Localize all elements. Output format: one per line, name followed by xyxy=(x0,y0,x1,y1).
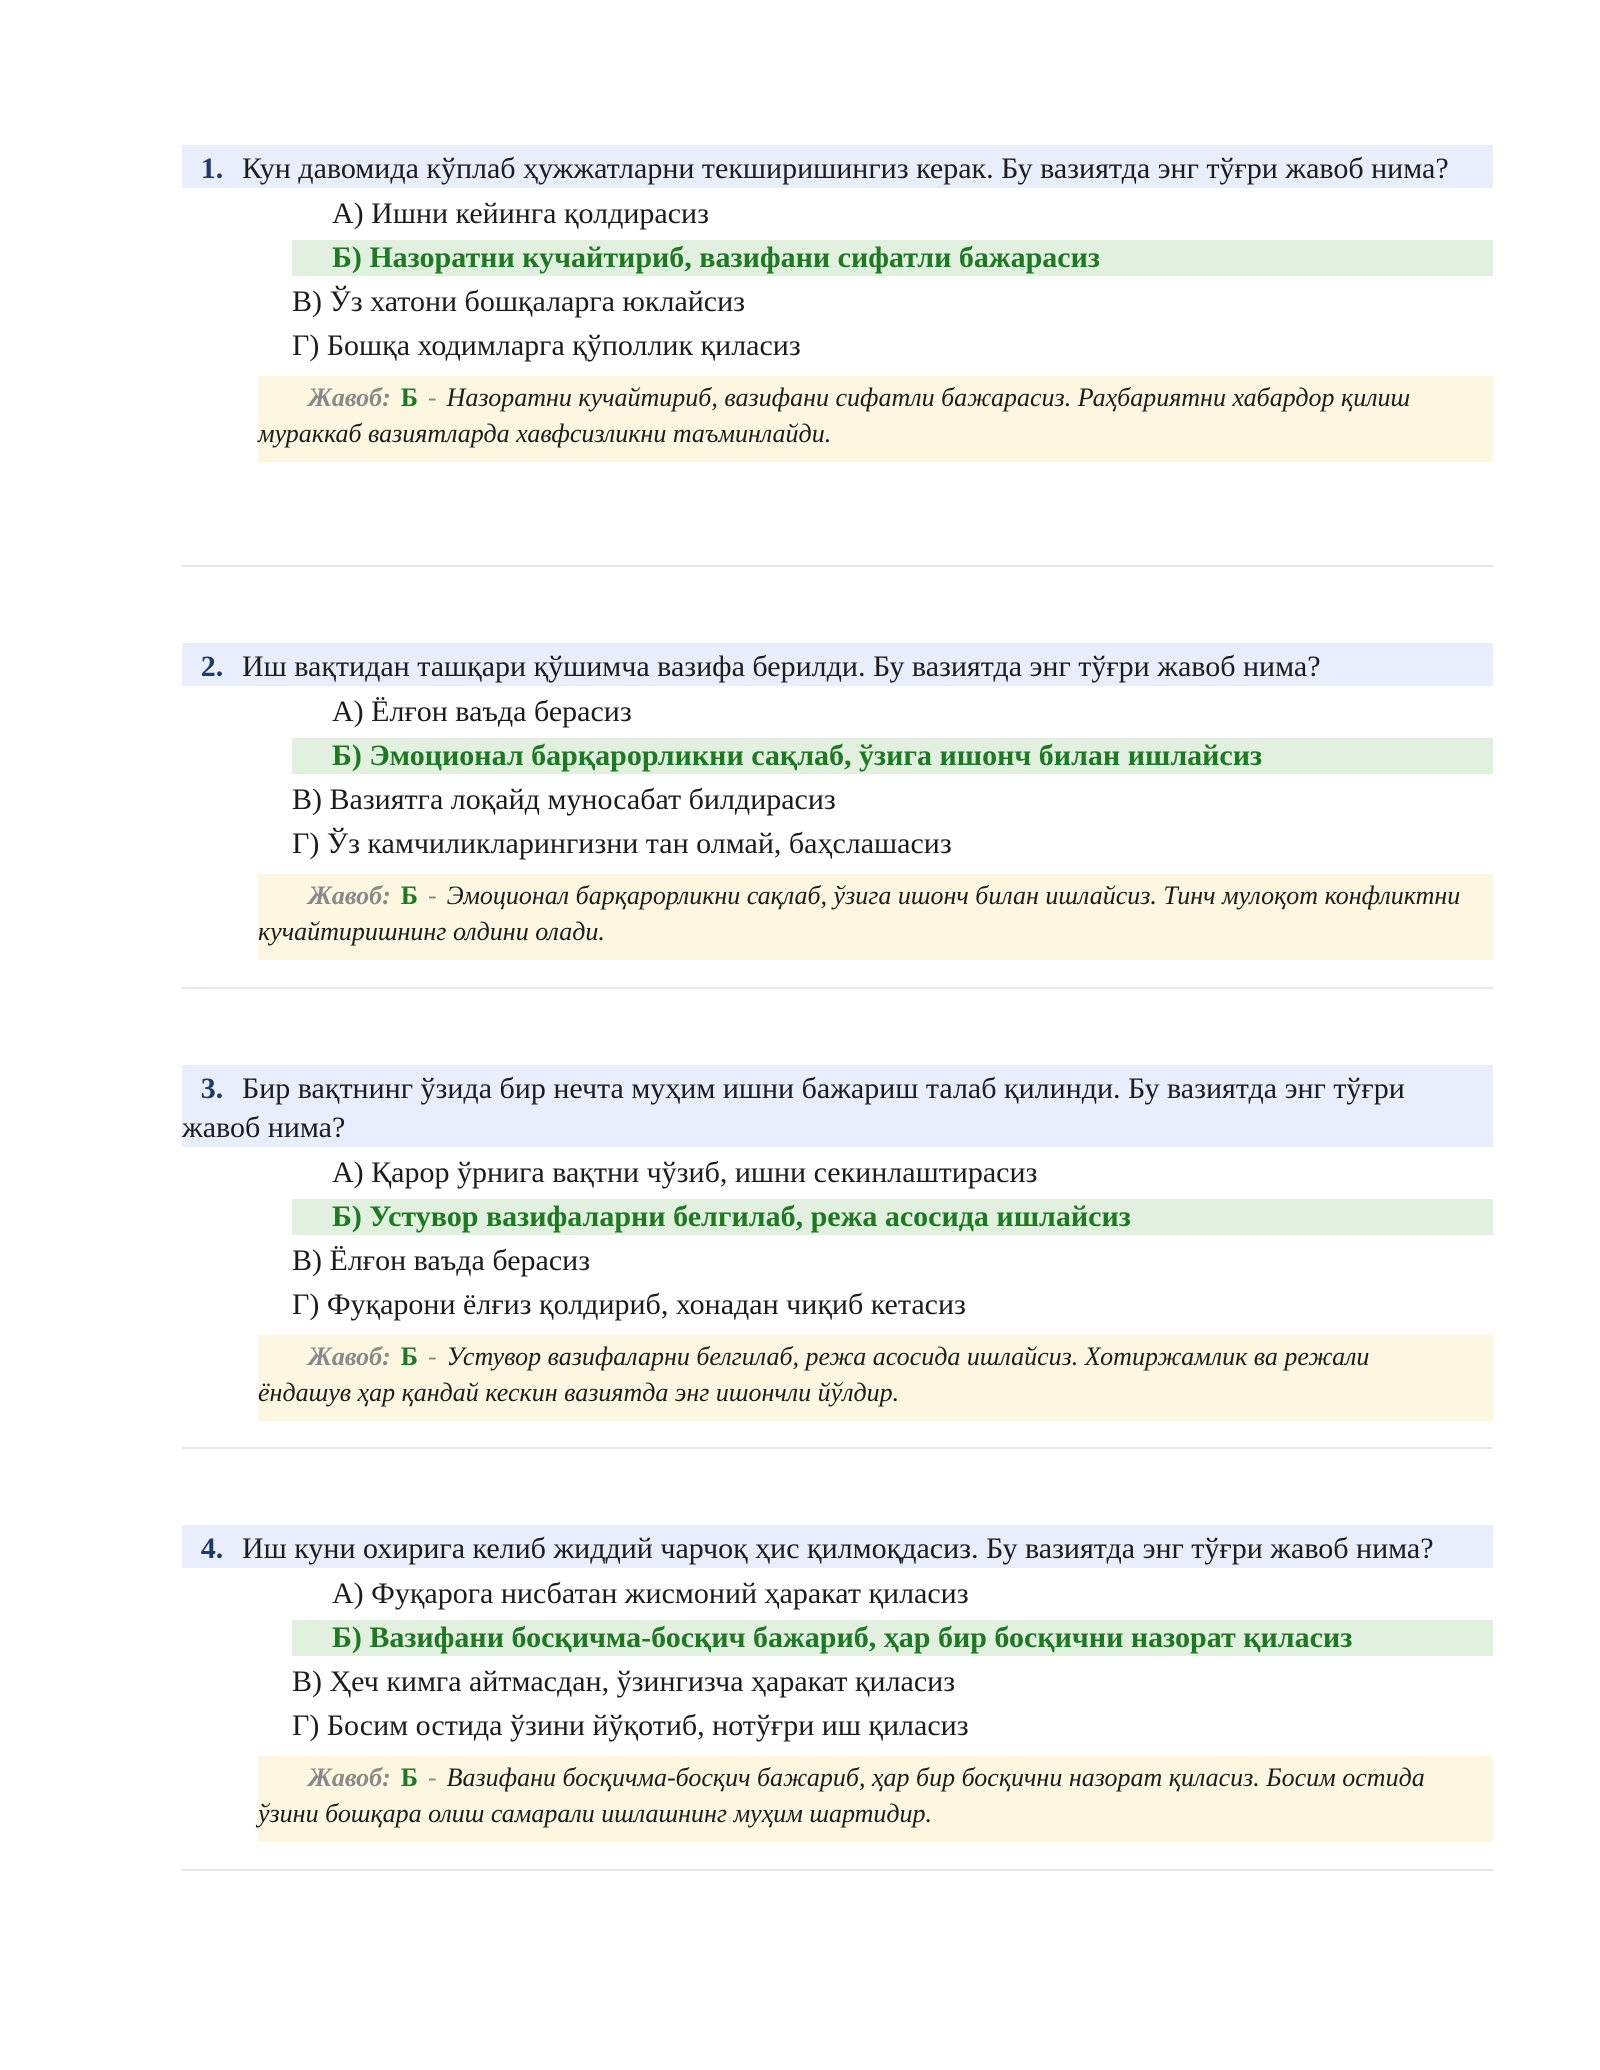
question-block-1 xyxy=(182,145,1493,567)
answer-key: Б xyxy=(400,1342,418,1371)
answer-dash: - xyxy=(427,881,437,910)
answer-box xyxy=(258,376,1493,462)
option-d: Г) Бошқа ходимларга қўполлик қиласиз xyxy=(292,329,801,362)
answer-box xyxy=(258,874,1493,960)
question-body: Иш вақтидан ташқари қўшимча вазифа берилди. Бу вазиятда энг тўғри жавоб нима? xyxy=(242,650,1321,683)
option-c: В) Ҳеч кимга айтмасдан, ўзингизча ҳаракат қиласиз xyxy=(292,1665,956,1698)
question-body: Кун давомида кўплаб ҳужжатларни текширишингиз керак. Бу вазиятда энг тўғри жавоб нима? xyxy=(242,152,1449,185)
question-number: 2. xyxy=(200,650,224,683)
option-a: А) Қарор ўрнига вақтни чўзиб, ишни секинлаштирасиз xyxy=(332,1156,1038,1189)
option-a: А) Фуқарога нисбатан жисмоний ҳаракат қиласиз xyxy=(332,1577,969,1610)
option-d: Г) Фуқарони ёлғиз қолдириб, хонадан чиқиб кетасиз xyxy=(292,1288,966,1321)
question-number: 4. xyxy=(200,1532,224,1565)
question-block-3 xyxy=(182,989,1493,1449)
option-b-correct: Б) Эмоционал барқарорликни сақлаб, ўзига ишонч билан ишлайсиз xyxy=(292,738,1493,774)
option-a: А) Ёлғон ваъда берасиз xyxy=(332,695,632,728)
option-d: Г) Босим остида ўзини йўқотиб, нотўғри иш қиласиз xyxy=(292,1709,969,1742)
question-number: 3. xyxy=(200,1072,224,1105)
question-body: Бир вақтнинг ўзида бир нечта муҳим ишни бажариш талаб қилинди. Бу вазиятда энг тўғри жавоб нима? xyxy=(182,1072,1405,1144)
question-text xyxy=(182,643,1493,686)
answer-dash: - xyxy=(427,383,437,412)
answer-label: Жавоб: xyxy=(308,383,391,412)
answer-label: Жавоб: xyxy=(308,1342,391,1371)
option-b-correct: Б) Вазифани босқичма-босқич бажариб, ҳар бир босқични назорат қиласиз xyxy=(292,1620,1493,1656)
answer-dash: - xyxy=(427,1342,437,1371)
answer-label: Жавоб: xyxy=(308,1763,391,1792)
answer-dash: - xyxy=(427,1763,437,1792)
option-d: Г) Ўз камчиликларингизни тан олмай, баҳслашасиз xyxy=(292,827,952,860)
answer-key: Б xyxy=(400,1763,418,1792)
question-text xyxy=(182,145,1493,188)
question-text xyxy=(182,1525,1493,1568)
answer-key: Б xyxy=(400,881,418,910)
option-c: В) Ёлғон ваъда берасиз xyxy=(292,1244,591,1277)
option-c: В) Вазиятга лоқайд муносабат билдирасиз xyxy=(292,783,836,816)
answer-explanation: Назоратни кучайтириб, вазифани сифатли бажарасиз. Раҳбариятни хабардор қилиш мураккаб вазиятларда хавфсизликни таъминлайди. xyxy=(258,383,1411,448)
option-b-correct: Б) Устувор вазифаларни белгилаб, режа асосида ишлайсиз xyxy=(292,1199,1493,1235)
option-c: В) Ўз хатони бошқаларга юклайсиз xyxy=(292,285,746,318)
question-block-2 xyxy=(182,567,1493,989)
answer-box xyxy=(258,1756,1493,1842)
question-body: Иш куни охирига келиб жиддий чарчоқ ҳис қилмоқдасиз. Бу вазиятда энг тўғри жавоб нима? xyxy=(242,1532,1434,1565)
answer-box xyxy=(258,1335,1493,1421)
question-number: 1. xyxy=(200,152,224,185)
answer-key: Б xyxy=(400,383,418,412)
answer-explanation: Эмоционал барқарорликни сақлаб, ўзига ишонч билан ишлайсиз. Тинч мулоқот конфликтни кучайтиришнинг олдини олади. xyxy=(258,881,1461,946)
option-b-correct: Б) Назоратни кучайтириб, вазифани сифатли бажарасиз xyxy=(292,240,1493,276)
question-text xyxy=(182,1065,1493,1147)
quiz-page xyxy=(182,145,1493,1871)
answer-explanation: Вазифани босқичма-босқич бажариб, ҳар бир босқични назорат қиласиз. Босим остида ўзини бошқара олиш самарали ишлашнинг муҳим шартидир. xyxy=(258,1763,1425,1828)
question-block-4 xyxy=(182,1449,1493,1871)
answer-label: Жавоб: xyxy=(308,881,391,910)
answer-explanation: Устувор вазифаларни белгилаб, режа асосида ишлайсиз. Хотиржамлик ва режали ёндашув ҳар қандай кескин вазиятда энг ишончли йўлдир. xyxy=(258,1342,1370,1407)
option-a: А) Ишни кейинга қолдирасиз xyxy=(332,197,709,230)
